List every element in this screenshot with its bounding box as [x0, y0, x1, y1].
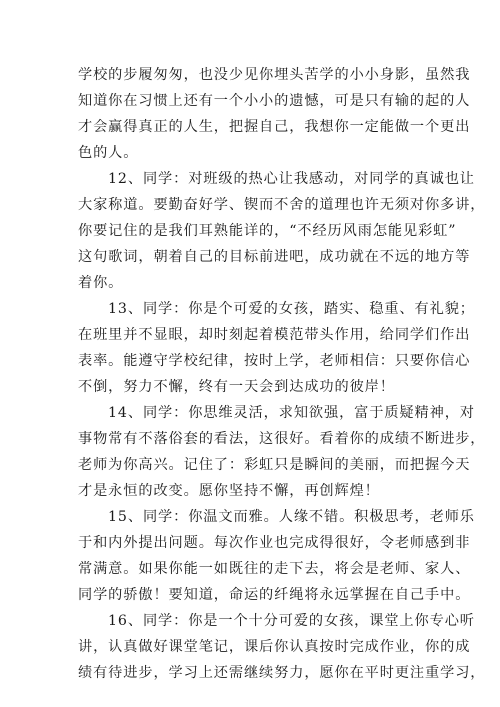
text-line: 知道你在习惯上还有一个小小的遗憾，可是只有输的起的人	[78, 93, 471, 109]
text-line: 在班里并不显眼，却时刻起着模范带头作用，给同学们作出	[78, 327, 471, 343]
text-line: 大家称道。要勤奋好学、锲而不舍的道理也许无须对你多讲，	[78, 197, 486, 213]
paragraph-first-line: 13、同学：你是个可爱的女孩，踏实、稳重、有礼貌；	[108, 301, 475, 317]
text-line: 同学的骄傲！要知道，命运的纤绳将永远掌握在自己手中。	[78, 587, 471, 603]
text-line: 这句歌词，朝着自己的目标前进吧，成功就在不远的地方等	[78, 249, 471, 265]
text-line: 才是永恒的改变。愿你坚持不懈，再创辉煌！	[78, 483, 380, 499]
paragraph-first-line: 12、同学：对班级的热心让我感动，对同学的真诚也让	[108, 171, 475, 187]
text-line: 着你。	[78, 275, 124, 291]
text-line: 色的人。	[78, 145, 139, 161]
document-body	[78, 62, 486, 686]
text-line: 表率。能遵守学校纪律，按时上学，老师相信：只要你信心	[78, 353, 471, 369]
text-line: 于和内外提出问题。每次作业也完成得很好，令老师感到非	[78, 535, 471, 551]
text-line: 事物常有不落俗套的看法，这很好。看着你的成绩不断进步，	[78, 431, 486, 447]
text-line: 讲，认真做好课堂笔记，课后你认真按时完成作业，你的成	[78, 639, 471, 655]
paragraph-first-line: 14、同学：你思维灵活，求知欲强，富于质疑精神，对	[108, 405, 475, 421]
paragraph-first-line: 15、同学：你温文而雅。人缘不错。积极思考，老师乐	[108, 509, 475, 525]
paragraph-first-line: 16、同学：你是一个十分可爱的女孩，课堂上你专心听	[108, 613, 475, 629]
text-line: 你要记住的是我们耳熟能详的，“不经历风雨怎能见彩虹”	[78, 223, 457, 239]
text-line: 学校的步履匆匆，也没少见你埋头苦学的小小身影，虽然我	[78, 67, 471, 83]
text-line: 常满意。如果你能一如既往的走下去，将会是老师、家人、	[78, 561, 471, 577]
text-line: 老师为你高兴。记住了：彩虹只是瞬间的美丽，而把握今天	[78, 457, 471, 473]
text-line: 才会赢得真正的人生，把握自己，我想你一定能做一个更出	[78, 119, 471, 135]
text-line: 不倒，努力不懈，终有一天会到达成功的彼岸！	[78, 379, 395, 395]
text-line: 绩有待进步，学习上还需继续努力，愿你在平时更注重学习，	[78, 665, 486, 681]
